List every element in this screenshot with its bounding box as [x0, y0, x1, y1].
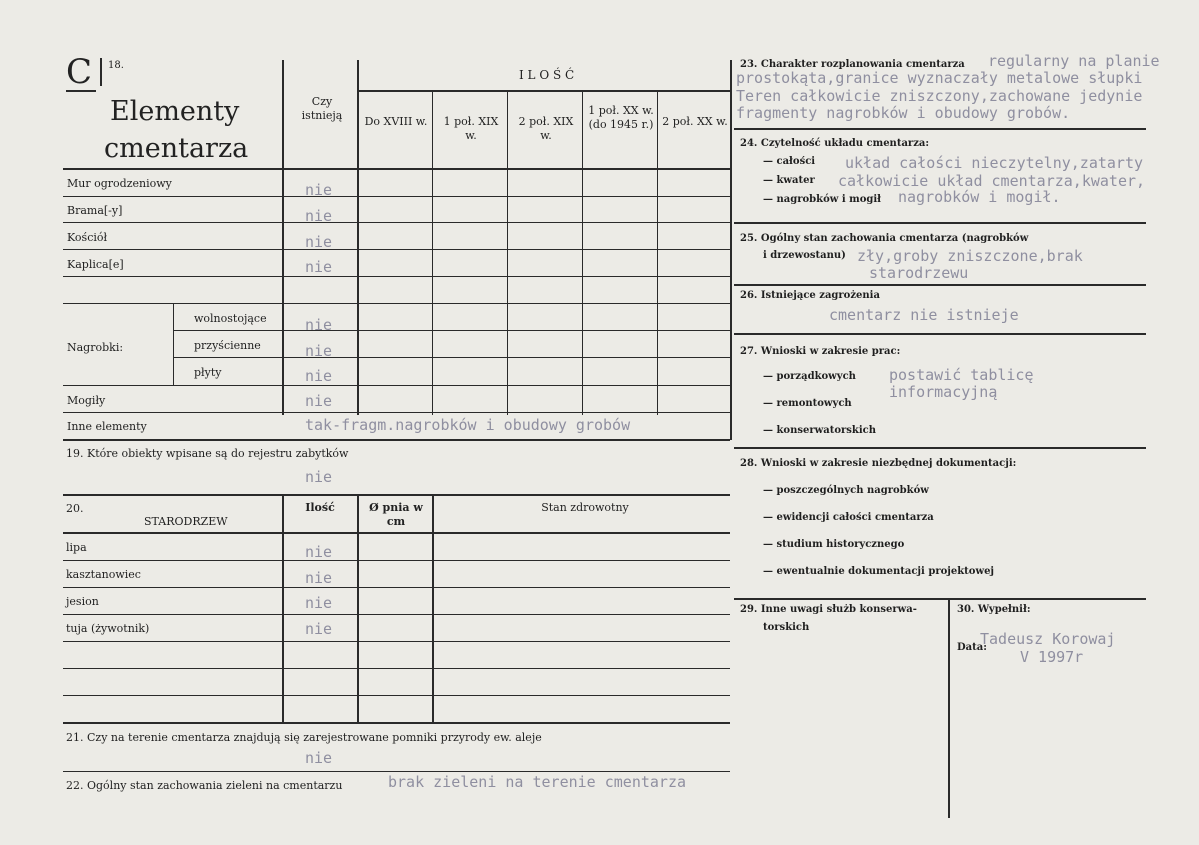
period-header-1: Do XVIII w. [364, 115, 428, 128]
tree-label-lipa: lipa [66, 541, 87, 554]
row-label-slabs: płyty [194, 366, 222, 379]
s20-num: 20. [66, 502, 84, 515]
s30-date-label: Data: [957, 642, 987, 653]
tree-label-tuja: tuja (żywotnik) [66, 622, 150, 635]
s30-date-value: V 1997r [1020, 648, 1084, 666]
s21-value: nie [305, 749, 333, 767]
s24-calosci-value: układ całości nieczytelny,zatarty [845, 154, 1144, 172]
card-title-line1: Elementy [110, 96, 240, 127]
row-label-chapel: Kaplica[e] [67, 258, 124, 271]
ilosc-header: I L O Ś Ć [519, 68, 575, 82]
s25-value-line2: starodrzewu [869, 264, 969, 282]
s27-item-porzadkowych: — porządkowych [763, 371, 856, 382]
nagrobki-label: Nagrobki: [67, 341, 124, 354]
row-value-freestanding: nie [305, 316, 333, 334]
s24-kwater-value: całkowicie układ cmentarza,kwater, [838, 172, 1146, 190]
s27-label: 27. Wnioski w zakresie prac: [740, 346, 901, 357]
s23-value-line4: fragmenty nagrobków i obudowy grobów. [736, 104, 1071, 122]
s25-label-line1: 25. Ogólny stan zachowania cmentarza (nagrobków [740, 233, 1029, 244]
s20-col-stan: Stan zdrowotny [541, 501, 629, 514]
card-title-line2: cmentarza [104, 133, 249, 164]
col-exists-header: Czy istnieją [301, 95, 343, 122]
tree-value-jesion: nie [305, 594, 333, 612]
row-value-graves: nie [305, 392, 333, 410]
s30-name-value: Tadeusz Korowaj [980, 630, 1116, 648]
s23-value-line2: prostokąta,granice wyznaczały metalowe słupki [736, 69, 1143, 87]
tree-value-kasztanowiec: nie [305, 569, 333, 587]
s24-kwater-label: — kwater [763, 175, 815, 186]
s21-label: 21. Czy na terenie cmentarza znajdują się zarejestrowane pomniki przyrody ew. aleje [66, 731, 542, 744]
row-value-church: nie [305, 233, 333, 251]
s24-nagrobkow-label: — nagrobków i mogił [763, 194, 882, 205]
tree-label-kasztanowiec: kasztanowiec [66, 568, 141, 581]
card-letter: C [66, 52, 93, 92]
s24-nagrobkow-value: nagrobków i mogił. [898, 188, 1061, 206]
s28-item-studium: — studium historycznego [763, 539, 905, 550]
s27-value-line2: informacyjną [889, 383, 998, 401]
s25-label-line2: i drzewostanu) [763, 250, 846, 261]
s27-item-konserwatorskich: — konserwatorskich [763, 425, 876, 436]
row-value-gate: nie [305, 207, 333, 225]
row-label-wall-mounted: przyścienne [194, 339, 261, 352]
row-label-graves: Mogiły [67, 394, 106, 407]
tree-value-lipa: nie [305, 543, 333, 561]
s23-label: 23. Charakter rozplanowania cmentarza [740, 59, 965, 70]
s25-value-line1: zły,groby zniszczone,brak [857, 247, 1083, 265]
s22-label: 22. Ogólny stan zachowania zieleni na cmentarzu [66, 779, 343, 792]
s19-label: 19. Które obiekty wpisane są do rejestru zabytków [66, 447, 349, 460]
s30-label: 30. Wypełnił: [957, 604, 1031, 615]
s28-item-nagrobkow: — poszczególnych nagrobków [763, 485, 929, 496]
row-value-chapel: nie [305, 258, 333, 276]
s20-col-pnia: Ø pnia w cm [369, 501, 423, 528]
s23-value-line3: Teren całkowicie zniszczony,zachowane jedynie [736, 87, 1143, 105]
row-label-church: Kościół [67, 231, 108, 244]
s26-label: 26. Istniejące zagrożenia [740, 290, 880, 301]
s20-col-ilosc: Ilość [305, 501, 335, 514]
s20-title: STARODRZEW [144, 515, 228, 528]
period-header-4: 1 poł. XX w. (do 1945 r.) [588, 104, 654, 131]
row-value-slabs: nie [305, 367, 333, 385]
row-value-other: tak-fragm.nagrobków i obudowy grobów [305, 416, 631, 434]
period-header-2: 1 poł. XIX w. [443, 115, 499, 142]
s24-label: 24. Czytelność układu cmentarza: [740, 138, 930, 149]
s28-item-ewidencji: — ewidencji całości cmentarza [763, 512, 934, 523]
s29-label-line2: torskich [763, 622, 810, 633]
s26-value: cmentarz nie istnieje [829, 306, 1019, 324]
s19-value: nie [305, 468, 333, 486]
period-header-3: 2 poł. XIX w. [518, 115, 574, 142]
row-label-gate: Brama[-y] [67, 204, 123, 217]
s23-value-line1: regularny na planie [988, 52, 1160, 70]
card-number: 18. [108, 60, 124, 71]
s28-item-projektowej: — ewentualnie dokumentacji projektowej [763, 566, 995, 577]
s28-label: 28. Wnioski w zakresie niezbędnej dokumentacji: [740, 458, 1017, 469]
s27-item-remontowych: — remontowych [763, 398, 852, 409]
row-label-freestanding: wolnostojące [194, 312, 267, 325]
row-value-wall: nie [305, 181, 333, 199]
tree-label-jesion: jesion [66, 595, 99, 608]
s27-value-line1: postawić tablicę [889, 366, 1034, 384]
period-header-5: 2 poł. XX w. [662, 115, 728, 128]
tree-value-tuja: nie [305, 620, 333, 638]
row-label-wall: Mur ogrodzeniowy [67, 177, 172, 190]
row-value-wall-mounted: nie [305, 342, 333, 360]
s24-calosci-label: — całości [763, 156, 816, 167]
row-label-other: Inne elementy [67, 420, 147, 433]
s29-label-line1: 29. Inne uwagi służb konserwa- [740, 604, 917, 615]
s22-value: brak zieleni na terenie cmentarza [388, 773, 687, 791]
